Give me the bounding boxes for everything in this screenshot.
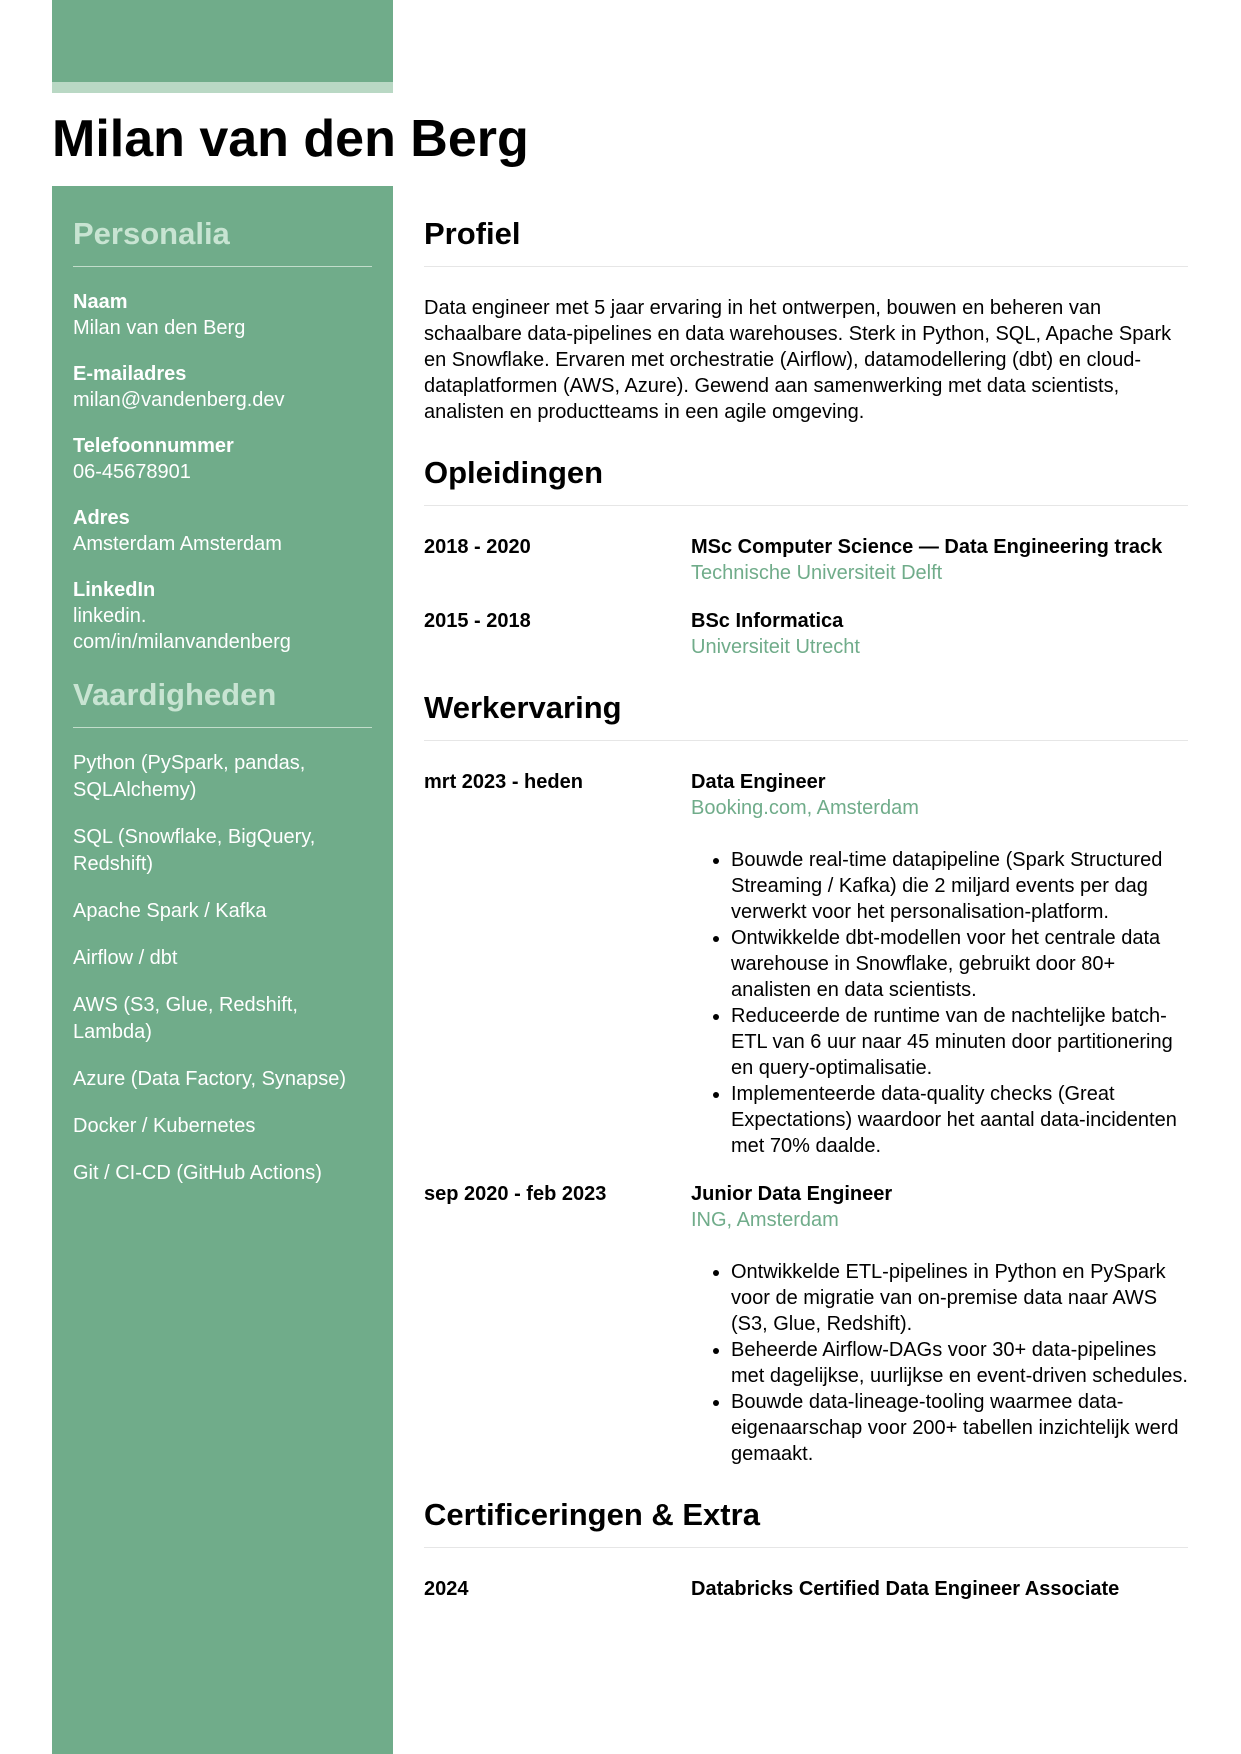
certification-title: Databricks Certified Data Engineer Associate xyxy=(691,1578,1120,1600)
entry-body xyxy=(691,1576,1188,1602)
personalia-heading: Personalia xyxy=(73,214,372,267)
experience-list xyxy=(424,769,1188,1467)
skills-heading: Vaardigheden xyxy=(73,675,372,728)
linkedin-url-part2: com/in/milanvandenberg xyxy=(73,631,291,653)
contact-list xyxy=(73,289,372,655)
experience-entry xyxy=(424,769,1188,1159)
entry-date: sep 2020 - feb 2023 xyxy=(424,1183,607,1205)
certification-entry xyxy=(424,1576,1188,1602)
header-accent-block xyxy=(52,0,393,82)
job-title: Data Engineer xyxy=(691,771,826,793)
skill-item: AWS (S3, Glue, Redshift, Lambda) xyxy=(73,994,298,1043)
achievement-item: • Beheerde Airflow-DAGs voor 30+ data-pipelines met dagelijkse, uurlijkse en event-driven schedules. xyxy=(731,1337,1188,1389)
contact-value: Amsterdam Amsterdam xyxy=(73,533,282,555)
experience-heading: Werkervaring xyxy=(424,688,1188,741)
education-section xyxy=(424,453,1188,660)
education-heading: Opleidingen xyxy=(424,453,1188,506)
contact-item-linkedin xyxy=(73,577,372,655)
entry-body xyxy=(691,1181,1188,1467)
contact-value: 06-45678901 xyxy=(73,461,191,483)
profile-section xyxy=(424,214,1188,425)
contact-value: Milan van den Berg xyxy=(73,317,246,339)
contact-item-address xyxy=(73,505,372,557)
achievement-item: • Implementeerde data-quality checks (Great Expectations) waardoor het aantal data-incidenten met 70% daalde. xyxy=(731,1081,1188,1159)
entry-date: 2015 - 2018 xyxy=(424,610,531,632)
entry-body xyxy=(691,608,1188,660)
certifications-list xyxy=(424,1576,1188,1602)
contact-item-phone xyxy=(73,433,372,485)
entry-date: 2024 xyxy=(424,1578,469,1600)
contact-label: Naam xyxy=(73,291,128,313)
education-list xyxy=(424,534,1188,660)
achievement-item: • Bouwde data-lineage-tooling waarmee data-eigenaarschap voor 200+ tabellen inzichtelijk werd gemaakt. xyxy=(731,1389,1188,1467)
contact-label: LinkedIn xyxy=(73,579,156,601)
contact-label: Telefoonnummer xyxy=(73,435,234,457)
contact-item-name xyxy=(73,289,372,341)
candidate-name: Milan van den Berg xyxy=(52,110,529,168)
skill-item: Git / CI-CD (GitHub Actions) xyxy=(73,1162,322,1184)
skill-item: Docker / Kubernetes xyxy=(73,1115,256,1137)
skill-item: Apache Spark / Kafka xyxy=(73,900,267,922)
skill-item: Python (PySpark, pandas, SQLAlchemy) xyxy=(73,752,306,801)
header-accent-stripe xyxy=(52,82,393,93)
achievement-item: • Reduceerde de runtime van de nachtelijke batch-ETL van 6 uur naar 45 minuten door partitionering en query-optimalisatie. xyxy=(731,1003,1188,1081)
experience-section xyxy=(424,688,1188,1467)
achievement-item: • Bouwde real-time datapipeline (Spark Structured Streaming / Kafka) die 2 miljard events per dag verwerkt voor het personalisation-platform. xyxy=(731,847,1188,925)
experience-entry xyxy=(424,1181,1188,1467)
entry-date: mrt 2023 - heden xyxy=(424,771,583,793)
achievement-list xyxy=(691,1259,1188,1467)
degree-title: MSc Computer Science — Data Engineering track xyxy=(691,536,1163,558)
company-name: Booking.com, Amsterdam xyxy=(691,797,919,819)
skill-item: SQL (Snowflake, BigQuery, Redshift) xyxy=(73,826,316,875)
entry-date: 2018 - 2020 xyxy=(424,536,531,558)
contact-value: milan@vandenberg.dev xyxy=(73,389,285,411)
company-name: ING, Amsterdam xyxy=(691,1209,839,1231)
skill-item: Azure (Data Factory, Synapse) xyxy=(73,1068,347,1090)
education-entry xyxy=(424,534,1188,586)
degree-title: BSc Informatica xyxy=(691,610,844,632)
entry-body xyxy=(691,534,1188,586)
certifications-section xyxy=(424,1495,1188,1602)
skills-list xyxy=(73,750,372,1187)
education-entry xyxy=(424,608,1188,660)
sidebar xyxy=(52,186,393,1754)
certifications-heading: Certificeringen & Extra xyxy=(424,1495,1188,1548)
profile-heading: Profiel xyxy=(424,214,1188,267)
entry-body xyxy=(691,769,1188,1159)
institution-name: Universiteit Utrecht xyxy=(691,636,860,658)
main-content xyxy=(424,186,1188,1624)
job-title: Junior Data Engineer xyxy=(691,1183,893,1205)
linkedin-url-part1: linkedin. xyxy=(73,605,147,627)
contact-label: E-mailadres xyxy=(73,363,187,385)
skill-item: Airflow / dbt xyxy=(73,947,178,969)
achievement-item: • Ontwikkelde ETL-pipelines in Python en PySpark voor de migratie van on-premise data naar AWS (S3, Glue, Redshift). xyxy=(731,1259,1188,1337)
contact-label: Adres xyxy=(73,507,130,529)
profile-text: Data engineer met 5 jaar ervaring in het ontwerpen, bouwen en beheren van schaalbare data-pipelines en data warehouses. Sterk in Python, SQL, Apache Spark en Snowflake. Ervaren met orchestratie (Airflow), datamodellering (dbt) en cloud-dataplatformen (AWS, Azure). Gewend aan samenwerking met data scientists, analisten en productteams in een agile omgeving. xyxy=(424,297,1172,423)
contact-item-email xyxy=(73,361,372,413)
achievement-list xyxy=(691,847,1188,1159)
achievement-item: • Ontwikkelde dbt-modellen voor het centrale data warehouse in Snowflake, gebruikt door 80+ analisten en data scientists. xyxy=(731,925,1188,1003)
institution-name: Technische Universiteit Delft xyxy=(691,562,943,584)
